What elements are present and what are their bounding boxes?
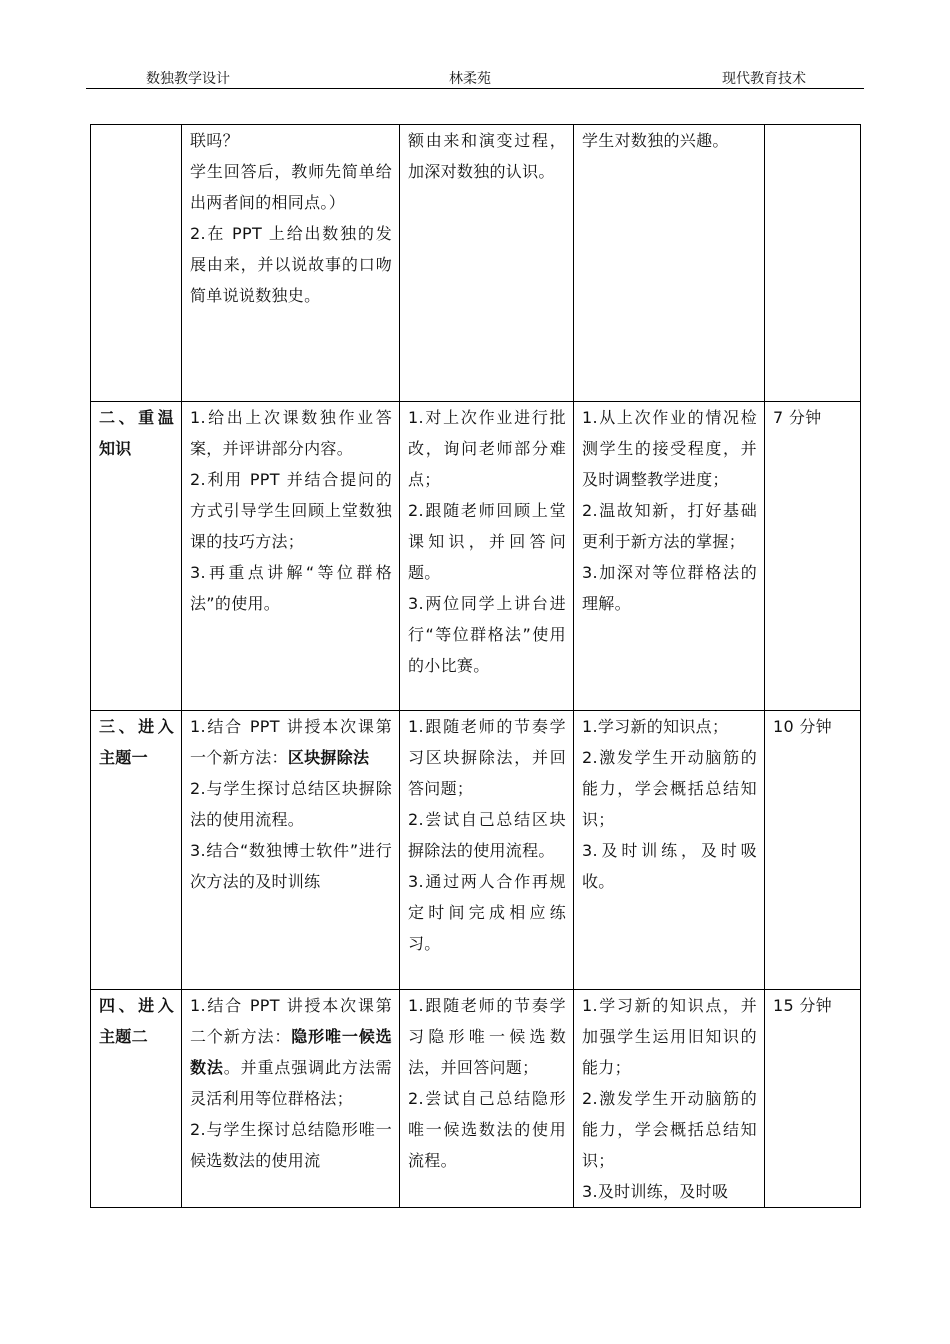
student-activity-cell: 额由来和演变过程，加深对数独的认识。	[400, 125, 574, 402]
design-intent-cell: 1.学习新的知识点，并加强学生运用旧知识的能力； 2.激发学生开动脑筋的能力，学会概括总结知识； 3.及时训练，及时吸	[574, 990, 765, 1208]
teacher-activity-cell: 1.结合 PPT 讲授本次课第一个新方法：区块摒除法 2.与学生探讨总结区块摒除法的使用流程。 3.结合“数独博士软件”进行次方法的及时训练	[182, 711, 400, 990]
stage-cell: 四、进入主题二	[91, 990, 182, 1208]
table-row	[91, 402, 861, 711]
method-name: 区块摒除法	[287, 748, 370, 767]
header-doc-title: 数独教学设计	[146, 71, 230, 87]
student-activity-cell: 1.跟随老师的节奏学习隐形唯一候选数法，并回答问题； 2.尝试自己总结隐形唯一候选数法的使用流程。	[400, 990, 574, 1208]
table-row	[91, 711, 861, 990]
design-intent-cell: 学生对数独的兴趣。	[574, 125, 765, 402]
stage-cell	[91, 125, 182, 402]
lesson-plan-table	[90, 124, 861, 1208]
teacher-activity-cell: 1.结合 PPT 讲授本次课第二个新方法：隐形唯一候选数法。并重点强调此方法需灵活利用等位群格法； 2.与学生探讨总结隐形唯一候选数法的使用流	[182, 990, 400, 1208]
time-cell	[765, 125, 861, 402]
stage-cell: 二、重温知识	[91, 402, 182, 711]
page-header	[86, 66, 864, 89]
time-cell: 7 分钟	[765, 402, 861, 711]
student-activity-cell: 1.跟随老师的节奏学习区块摒除法，并回答问题； 2.尝试自己总结区块摒除法的使用流程。 3.通过两人合作再规定时间完成相应练习。	[400, 711, 574, 990]
teacher-activity-cell: 联吗？ 学生回答后，教师先简单给出两者间的相同点。） 2.在 PPT 上给出数独的发展由来，并以说故事的口吻简单说说数独史。	[182, 125, 400, 402]
header-author: 林柔苑	[449, 71, 491, 87]
header-course: 现代教育技术	[722, 71, 806, 87]
method-name: 隐形唯一候选数法	[190, 1027, 392, 1077]
time-cell: 10 分钟	[765, 711, 861, 990]
design-intent-cell: 1.学习新的知识点； 2.激发学生开动脑筋的能力，学会概括总结知识； 3.及时训练，及时吸收。	[574, 711, 765, 990]
student-activity-cell: 1.对上次作业进行批改，询问老师部分难点； 2.跟随老师回顾上堂课知识，并回答问题。 3.两位同学上讲台进行“等位群格法”使用的小比赛。	[400, 402, 574, 711]
stage-cell: 三、进入主题一	[91, 711, 182, 990]
table-row	[91, 990, 861, 1208]
time-cell: 15 分钟	[765, 990, 861, 1208]
teacher-activity-cell: 1.给出上次课数独作业答案，并评讲部分内容。 2.利用 PPT 并结合提问的方式引导学生回顾上堂数独课的技巧方法； 3.再重点讲解“等位群格法”的使用。	[182, 402, 400, 711]
design-intent-cell: 1.从上次作业的情况检测学生的接受程度，并及时调整教学进度； 2.温故知新，打好基础更利于新方法的掌握； 3.加深对等位群格法的理解。	[574, 402, 765, 711]
table-row	[91, 125, 861, 402]
